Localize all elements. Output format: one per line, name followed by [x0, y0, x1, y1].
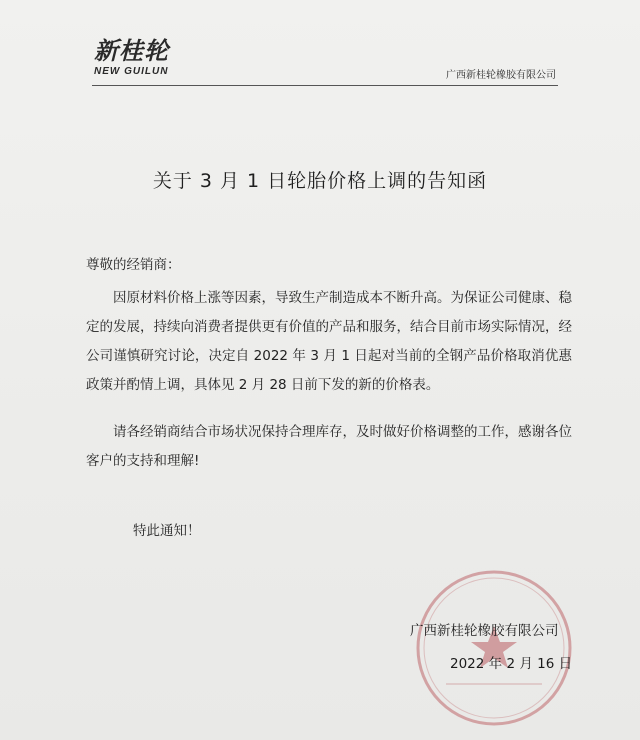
company-seal-icon [412, 566, 576, 730]
logo-chinese-text: 新桂轮 [94, 37, 169, 65]
header-company-name: 广西新桂轮橡胶有限公司 [446, 70, 556, 81]
salutation: 尊敬的经销商： [86, 257, 181, 273]
paragraph-inventory-request: 请各经销商结合市场状况保持合理库存，及时做好价格调整的工作，感谢各位客户的支持和理解! [86, 424, 572, 469]
paragraph-price-adjustment: 因原材料价格上涨等因素，导致生产制造成本不断升高。为保证公司健康、稳定的发展，持续向消费者提供更有价值的产品和服务，结合目前市场实际情况，经公司谨慎研究讨论，决定自 2022 年 3 月 1 日起对当前的全钢产品价格取消优惠政策并酌情上调，具体见 2 月 28 日前下发的新的价格表。 [86, 290, 572, 393]
logo-english-text: NEW GUILUN [94, 66, 169, 77]
signature-date: 2022 年 2 月 16 日 [450, 656, 573, 672]
letter-title: 关于 3 月 1 日轮胎价格上调的告知函 [152, 170, 488, 192]
header-divider [92, 85, 558, 86]
signature-company: 广西新桂轮橡胶有限公司 [410, 623, 559, 639]
company-logo [94, 38, 214, 77]
closing-notice: 特此通知！ [133, 523, 201, 539]
